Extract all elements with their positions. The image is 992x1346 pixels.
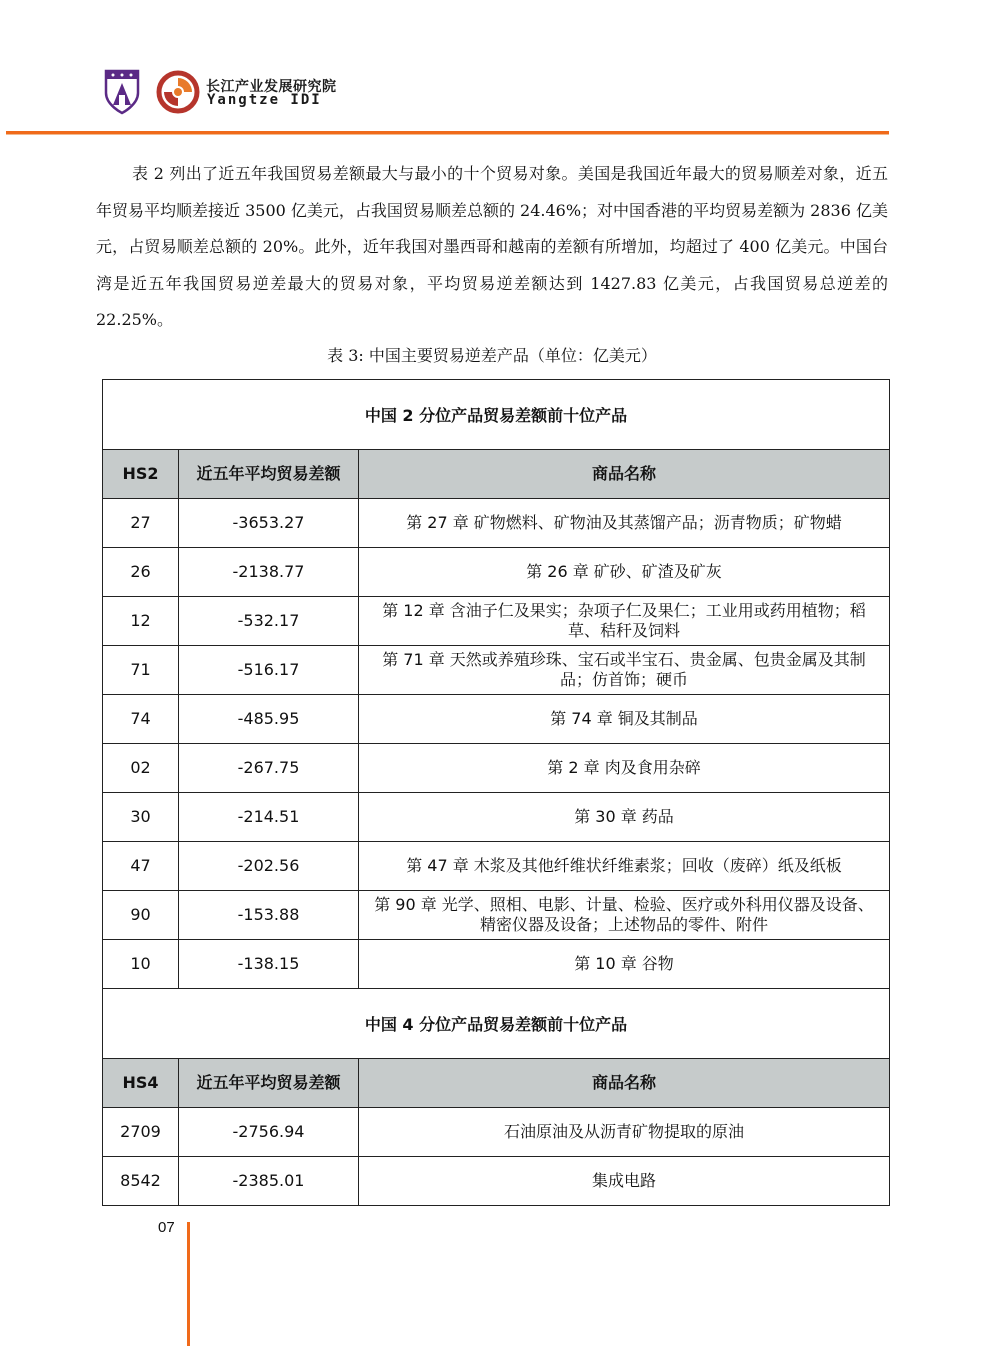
hs-code-cell: 26 [103,548,179,597]
table-header-row [103,450,890,499]
page-header [0,0,992,140]
brand-name-chinese: 长江产业发展研究院 [206,79,337,95]
average-balance-cell: -267.75 [179,744,359,793]
hs-code-cell: 71 [103,646,179,695]
trade-deficit-table [102,379,890,1206]
average-balance-cell: -214.51 [179,793,359,842]
hs-code-cell: 27 [103,499,179,548]
table-header-row [103,1059,890,1108]
product-name-cell: 第 2 章 肉及食用杂碎 [359,744,890,793]
section-title: 中国 4 分位产品贸易差额前十位产品 [103,989,890,1059]
product-name-header: 商品名称 [359,1059,890,1108]
product-name-cell: 第 74 章 铜及其制品 [359,695,890,744]
table-row [103,695,890,744]
body-paragraph: 表 2 列出了近五年我国贸易差额最大与最小的十个贸易对象。美国是我国近年最大的贸易顺差对象，近五年贸易平均顺差接近 3500 亿美元，占我国贸易顺差总额的 24.46%；对中国香港的平均贸易差额为 2836 亿美元，占贸易顺差总额的 20%。此外，近年我国对墨西哥和越南的差额有所增加，均超过了 400 亿美元。中国台湾是近五年我国贸易逆差最大的贸易对象，平均贸易逆差额达到 1427.83 亿美元，占我国贸易总逆差的 22.25%。 [96,164,888,329]
hs-code-cell: 2709 [103,1108,179,1157]
table-row [103,1157,890,1206]
hs-code-cell: 90 [103,891,179,940]
university-shield-logo [104,69,140,115]
average-balance-cell: -516.17 [179,646,359,695]
average-balance-cell: -202.56 [179,842,359,891]
table-row [103,842,890,891]
product-name-cell: 第 47 章 木浆及其他纤维状纤维素浆；回收（废碎）纸及纸板 [359,842,890,891]
table-row [103,744,890,793]
product-name-cell: 第 27 章 矿物燃料、矿物油及其蒸馏产品；沥青物质；矿物蜡 [359,499,890,548]
average-balance-cell: -532.17 [179,597,359,646]
table-caption: 表 3: 中国主要贸易逆差产品（单位：亿美元） [327,346,657,365]
product-name-cell: 第 90 章 光学、照相、电影、计量、检验、医疗或外科用仪器及设备、精密仪器及设备；上述物品的零件、附件 [359,891,890,940]
product-name-cell: 集成电路 [359,1157,890,1206]
table-row [103,1108,890,1157]
average-balance-header: 近五年平均贸易差额 [179,1059,359,1108]
product-name-cell: 第 71 章 天然或养殖珍珠、宝石或半宝石、贵金属、包贵金属及其制品；仿首饰；硬币 [359,646,890,695]
product-name-cell: 石油原油及从沥青矿物提取的原油 [359,1108,890,1157]
product-name-header: 商品名称 [359,450,890,499]
average-balance-cell: -2756.94 [179,1108,359,1157]
hs-code-cell: 8542 [103,1157,179,1206]
table-row [103,499,890,548]
product-name-cell: 第 10 章 谷物 [359,940,890,989]
table-row [103,597,890,646]
average-balance-cell: -2138.77 [179,548,359,597]
table-row [103,891,890,940]
average-balance-cell: -3653.27 [179,499,359,548]
hs-code-cell: 12 [103,597,179,646]
average-balance-cell: -2385.01 [179,1157,359,1206]
section-title: 中国 2 分位产品贸易差额前十位产品 [103,380,890,450]
product-name-cell: 第 26 章 矿砂、矿渣及矿灰 [359,548,890,597]
footer-accent-line [187,1222,190,1346]
table-row [103,646,890,695]
average-balance-cell: -153.88 [179,891,359,940]
hs-code-cell: 10 [103,940,179,989]
hs-code-cell: 74 [103,695,179,744]
hs-code-cell: 02 [103,744,179,793]
product-name-cell: 第 30 章 药品 [359,793,890,842]
table-row [103,940,890,989]
section-title-row [103,989,890,1059]
section-title-row [103,380,890,450]
page-number: 07 [158,1219,175,1236]
brand-name-english: Yangtze IDI [207,92,322,108]
average-balance-cell: -485.95 [179,695,359,744]
hs-code-header: HS2 [103,450,179,499]
product-name-cell: 第 12 章 含油子仁及果实；杂项子仁及果仁；工业用或药用植物；稻草、秸秆及饲料 [359,597,890,646]
hs-code-header: HS4 [103,1059,179,1108]
hs-code-cell: 47 [103,842,179,891]
yangtze-idi-logo [156,70,200,114]
table-row [103,548,890,597]
average-balance-cell: -138.15 [179,940,359,989]
average-balance-header: 近五年平均贸易差额 [179,450,359,499]
table-row [103,793,890,842]
header-divider-shadow [6,134,889,135]
hs-code-cell: 30 [103,793,179,842]
